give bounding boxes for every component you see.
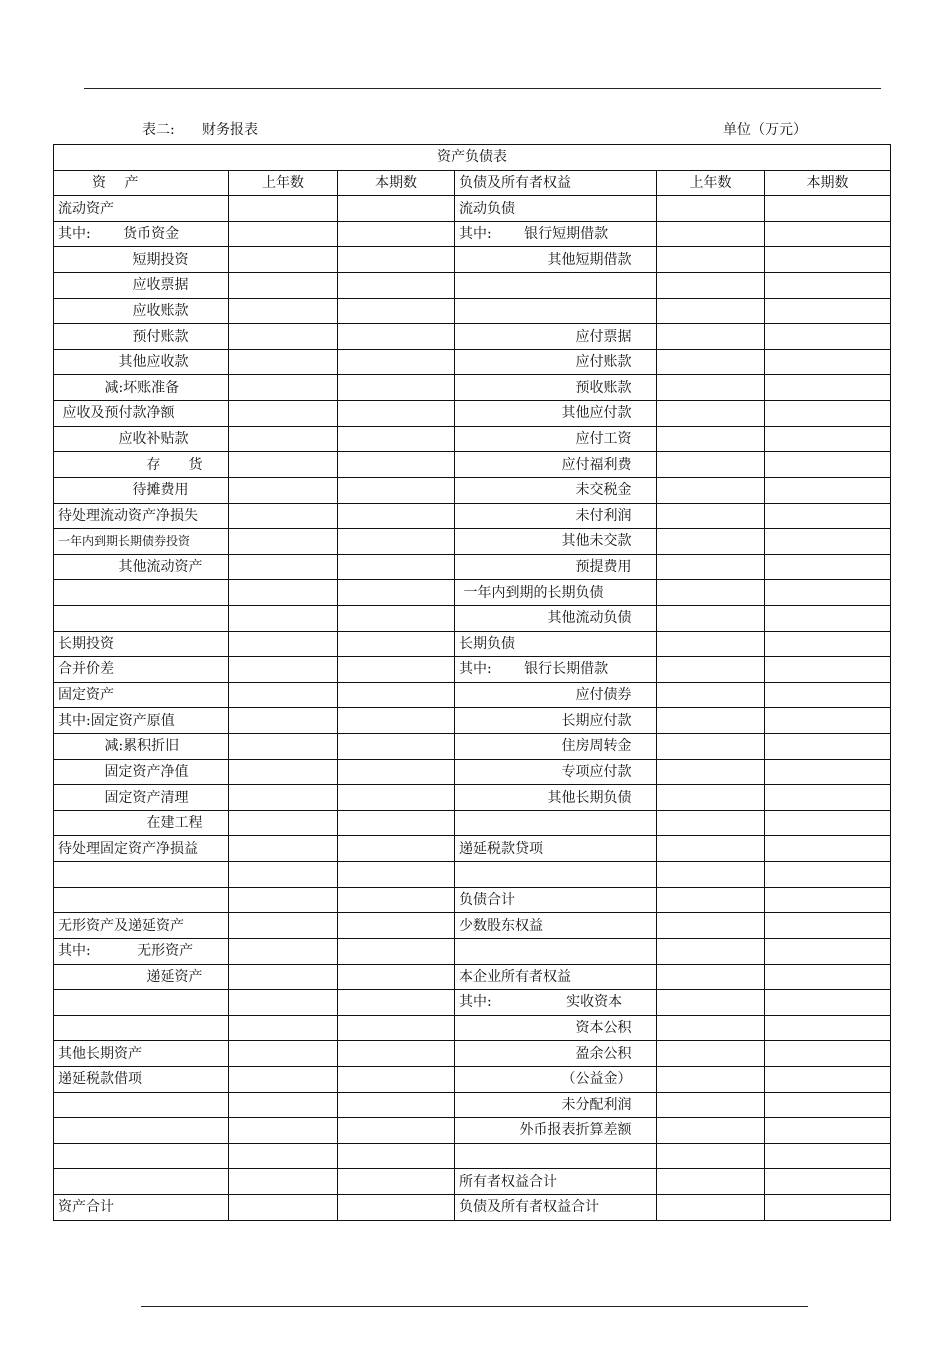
liability-item: 负债及所有者权益合计 <box>455 1194 657 1220</box>
liability-current-period-value <box>765 1092 891 1118</box>
asset-prior-year-value <box>229 938 338 964</box>
asset-item: 应收票据 <box>54 273 229 299</box>
liability-current-period-value <box>765 1041 891 1067</box>
header-prior-year-liabilities: 上年数 <box>657 170 765 196</box>
table-row <box>54 554 891 580</box>
liability-current-period-value <box>765 452 891 478</box>
asset-item: 资产合计 <box>54 1194 229 1220</box>
asset-current-period-value <box>338 990 455 1016</box>
header-prior-year-assets: 上年数 <box>229 170 338 196</box>
table-row <box>54 221 891 247</box>
liability-current-period-value <box>765 1015 891 1041</box>
asset-current-period-value <box>338 529 455 555</box>
liability-item: 负债合计 <box>455 887 657 913</box>
asset-prior-year-value <box>229 964 338 990</box>
table-row <box>54 810 891 836</box>
liability-prior-year-value <box>657 247 765 273</box>
liability-item <box>455 810 657 836</box>
liability-item: 外币报表折算差额 <box>455 1118 657 1144</box>
liability-item <box>455 1143 657 1169</box>
table-row <box>54 1194 891 1220</box>
asset-item <box>54 605 229 631</box>
table-row <box>54 631 891 657</box>
liability-prior-year-value <box>657 887 765 913</box>
asset-item: 预付账款 <box>54 324 229 350</box>
asset-prior-year-value <box>229 1015 338 1041</box>
asset-current-period-value <box>338 401 455 427</box>
liability-item: 其他长期负债 <box>455 785 657 811</box>
asset-prior-year-value <box>229 298 338 324</box>
table-row <box>54 298 891 324</box>
asset-current-period-value <box>338 221 455 247</box>
liability-prior-year-value <box>657 1041 765 1067</box>
table-row <box>54 913 891 939</box>
liability-prior-year-value <box>657 298 765 324</box>
asset-item <box>54 1092 229 1118</box>
asset-item: 其中: 货币资金 <box>54 221 229 247</box>
asset-item: 其中:固定资产原值 <box>54 708 229 734</box>
liability-prior-year-value <box>657 682 765 708</box>
liability-item: 所有者权益合计 <box>455 1169 657 1195</box>
liability-current-period-value <box>765 1118 891 1144</box>
liability-prior-year-value <box>657 324 765 350</box>
liability-current-period-value <box>765 503 891 529</box>
liability-current-period-value <box>765 708 891 734</box>
liability-current-period-value <box>765 759 891 785</box>
header-current-period-assets: 本期数 <box>338 170 455 196</box>
liability-prior-year-value <box>657 990 765 1016</box>
liability-prior-year-value <box>657 964 765 990</box>
asset-current-period-value <box>338 298 455 324</box>
liability-current-period-value <box>765 375 891 401</box>
asset-current-period-value <box>338 477 455 503</box>
liability-current-period-value <box>765 990 891 1016</box>
header-current-period-liabilities: 本期数 <box>765 170 891 196</box>
asset-item: 待摊费用 <box>54 477 229 503</box>
liability-prior-year-value <box>657 196 765 222</box>
table-row <box>54 1066 891 1092</box>
asset-item: 一年内到期长期债券投资 <box>54 529 229 555</box>
asset-prior-year-value <box>229 1169 338 1195</box>
table-row <box>54 503 891 529</box>
liability-current-period-value <box>765 298 891 324</box>
liability-item: 应付债券 <box>455 682 657 708</box>
asset-item: 存 货 <box>54 452 229 478</box>
liability-item: 其中: 实收资本 <box>455 990 657 1016</box>
liability-prior-year-value <box>657 375 765 401</box>
asset-current-period-value <box>338 273 455 299</box>
liability-prior-year-value <box>657 580 765 606</box>
liability-current-period-value <box>765 631 891 657</box>
liability-prior-year-value <box>657 631 765 657</box>
asset-current-period-value <box>338 324 455 350</box>
liability-item: 其他流动负债 <box>455 605 657 631</box>
liability-prior-year-value <box>657 426 765 452</box>
liability-prior-year-value <box>657 1194 765 1220</box>
liability-item <box>455 298 657 324</box>
liability-current-period-value <box>765 554 891 580</box>
liability-current-period-value <box>765 1169 891 1195</box>
liability-item: 未分配利润 <box>455 1092 657 1118</box>
table-row <box>54 938 891 964</box>
asset-prior-year-value <box>229 529 338 555</box>
asset-current-period-value <box>338 1041 455 1067</box>
asset-item <box>54 1118 229 1144</box>
liability-item: 专项应付款 <box>455 759 657 785</box>
table-row <box>54 1092 891 1118</box>
table-row <box>54 273 891 299</box>
liability-prior-year-value <box>657 273 765 299</box>
asset-current-period-value <box>338 375 455 401</box>
header-row <box>54 170 891 196</box>
asset-item <box>54 1015 229 1041</box>
asset-prior-year-value <box>229 1194 338 1220</box>
table-row <box>54 708 891 734</box>
liability-prior-year-value <box>657 1118 765 1144</box>
table-row <box>54 529 891 555</box>
liability-item: 长期应付款 <box>455 708 657 734</box>
liability-item: 应付账款 <box>455 349 657 375</box>
table-row <box>54 1041 891 1067</box>
liability-prior-year-value <box>657 221 765 247</box>
asset-item <box>54 1143 229 1169</box>
asset-item <box>54 990 229 1016</box>
asset-item: 待处理固定资产净损益 <box>54 836 229 862</box>
asset-prior-year-value <box>229 401 338 427</box>
asset-prior-year-value <box>229 785 338 811</box>
asset-current-period-value <box>338 1015 455 1041</box>
asset-prior-year-value <box>229 913 338 939</box>
liability-current-period-value <box>765 324 891 350</box>
asset-prior-year-value <box>229 221 338 247</box>
table-row <box>54 682 891 708</box>
asset-prior-year-value <box>229 580 338 606</box>
liability-item: 应付工资 <box>455 426 657 452</box>
table-row <box>54 580 891 606</box>
asset-item: 应收及预付款净额 <box>54 401 229 427</box>
asset-current-period-value <box>338 938 455 964</box>
asset-prior-year-value <box>229 990 338 1016</box>
liability-current-period-value <box>765 1143 891 1169</box>
header-assets: 资 产 <box>54 170 229 196</box>
liability-item: 盈余公积 <box>455 1041 657 1067</box>
top-rule <box>84 88 881 89</box>
table-row <box>54 862 891 888</box>
liability-item: 其他应付款 <box>455 401 657 427</box>
liability-item: 其他未交款 <box>455 529 657 555</box>
asset-prior-year-value <box>229 324 338 350</box>
liability-prior-year-value <box>657 605 765 631</box>
asset-prior-year-value <box>229 708 338 734</box>
liability-current-period-value <box>765 913 891 939</box>
liability-current-period-value <box>765 273 891 299</box>
table-row <box>54 426 891 452</box>
table-row <box>54 964 891 990</box>
table-row <box>54 605 891 631</box>
asset-prior-year-value <box>229 631 338 657</box>
liability-current-period-value <box>765 682 891 708</box>
asset-prior-year-value <box>229 196 338 222</box>
asset-current-period-value <box>338 1066 455 1092</box>
asset-prior-year-value <box>229 836 338 862</box>
table-row <box>54 887 891 913</box>
balance-sheet-table <box>53 144 891 1221</box>
table-row <box>54 324 891 350</box>
asset-prior-year-value <box>229 1066 338 1092</box>
asset-prior-year-value <box>229 375 338 401</box>
liability-current-period-value <box>765 426 891 452</box>
table-row <box>54 349 891 375</box>
asset-current-period-value <box>338 1143 455 1169</box>
asset-current-period-value <box>338 426 455 452</box>
liability-item: 少数股东权益 <box>455 913 657 939</box>
asset-item: 其他应收款 <box>54 349 229 375</box>
asset-current-period-value <box>338 836 455 862</box>
asset-item: 短期投资 <box>54 247 229 273</box>
asset-item: 合并价差 <box>54 657 229 683</box>
liability-current-period-value <box>765 529 891 555</box>
asset-item: 递延资产 <box>54 964 229 990</box>
asset-current-period-value <box>338 349 455 375</box>
asset-current-period-value <box>338 503 455 529</box>
liability-prior-year-value <box>657 862 765 888</box>
asset-prior-year-value <box>229 1041 338 1067</box>
liability-item: 其中: 银行长期借款 <box>455 657 657 683</box>
asset-item <box>54 580 229 606</box>
liability-prior-year-value <box>657 503 765 529</box>
table-row <box>54 477 891 503</box>
asset-prior-year-value <box>229 1092 338 1118</box>
asset-current-period-value <box>338 1194 455 1220</box>
asset-prior-year-value <box>229 605 338 631</box>
liability-prior-year-value <box>657 1143 765 1169</box>
asset-prior-year-value <box>229 247 338 273</box>
asset-item <box>54 862 229 888</box>
liability-prior-year-value <box>657 785 765 811</box>
asset-current-period-value <box>338 1118 455 1144</box>
asset-current-period-value <box>338 682 455 708</box>
liability-current-period-value <box>765 477 891 503</box>
liability-prior-year-value <box>657 529 765 555</box>
table-row <box>54 657 891 683</box>
liability-prior-year-value <box>657 1092 765 1118</box>
liability-item: 本企业所有者权益 <box>455 964 657 990</box>
liability-current-period-value <box>765 1194 891 1220</box>
asset-prior-year-value <box>229 1143 338 1169</box>
liability-current-period-value <box>765 810 891 836</box>
liability-prior-year-value <box>657 401 765 427</box>
liability-prior-year-value <box>657 1066 765 1092</box>
table-row <box>54 759 891 785</box>
asset-prior-year-value <box>229 349 338 375</box>
asset-prior-year-value <box>229 734 338 760</box>
asset-prior-year-value <box>229 810 338 836</box>
table-row <box>54 196 891 222</box>
asset-prior-year-value <box>229 554 338 580</box>
liability-item: 住房周转金 <box>455 734 657 760</box>
asset-current-period-value <box>338 759 455 785</box>
liability-current-period-value <box>765 887 891 913</box>
liability-prior-year-value <box>657 708 765 734</box>
asset-prior-year-value <box>229 887 338 913</box>
bottom-rule <box>141 1306 808 1307</box>
liability-current-period-value <box>765 862 891 888</box>
asset-current-period-value <box>338 247 455 273</box>
asset-current-period-value <box>338 913 455 939</box>
asset-current-period-value <box>338 631 455 657</box>
asset-item: 无形资产及递延资产 <box>54 913 229 939</box>
asset-prior-year-value <box>229 682 338 708</box>
asset-current-period-value <box>338 605 455 631</box>
liability-current-period-value <box>765 605 891 631</box>
liability-prior-year-value <box>657 452 765 478</box>
liability-prior-year-value <box>657 477 765 503</box>
asset-item: 减:累积折旧 <box>54 734 229 760</box>
liability-current-period-value <box>765 785 891 811</box>
asset-current-period-value <box>338 554 455 580</box>
table-row <box>54 1118 891 1144</box>
liability-prior-year-value <box>657 734 765 760</box>
table-row <box>54 247 891 273</box>
asset-item: 固定资产净值 <box>54 759 229 785</box>
asset-current-period-value <box>338 657 455 683</box>
table-row <box>54 1169 891 1195</box>
liability-current-period-value <box>765 221 891 247</box>
liability-item <box>455 938 657 964</box>
liability-item: 递延税款贷项 <box>455 836 657 862</box>
title-row <box>54 145 891 171</box>
asset-item: 固定资产清理 <box>54 785 229 811</box>
liability-current-period-value <box>765 836 891 862</box>
asset-current-period-value <box>338 708 455 734</box>
asset-current-period-value <box>338 810 455 836</box>
table-row <box>54 452 891 478</box>
asset-prior-year-value <box>229 477 338 503</box>
asset-item: 减:坏账准备 <box>54 375 229 401</box>
liability-current-period-value <box>765 349 891 375</box>
asset-current-period-value <box>338 785 455 811</box>
table-row <box>54 785 891 811</box>
table-row <box>54 1015 891 1041</box>
asset-prior-year-value <box>229 503 338 529</box>
liability-item: 预提费用 <box>455 554 657 580</box>
liability-prior-year-value <box>657 759 765 785</box>
liability-current-period-value <box>765 401 891 427</box>
liability-item: 其中: 银行短期借款 <box>455 221 657 247</box>
liability-current-period-value <box>765 247 891 273</box>
liability-current-period-value <box>765 580 891 606</box>
asset-current-period-value <box>338 734 455 760</box>
table-row <box>54 734 891 760</box>
table-row <box>54 990 891 1016</box>
liability-current-period-value <box>765 938 891 964</box>
sheet-title: 资产负债表 <box>54 145 891 171</box>
asset-current-period-value <box>338 964 455 990</box>
asset-current-period-value <box>338 862 455 888</box>
asset-prior-year-value <box>229 759 338 785</box>
liability-prior-year-value <box>657 836 765 862</box>
asset-item: 流动资产 <box>54 196 229 222</box>
liability-current-period-value <box>765 657 891 683</box>
asset-item <box>54 1169 229 1195</box>
liability-prior-year-value <box>657 1169 765 1195</box>
asset-prior-year-value <box>229 452 338 478</box>
asset-current-period-value <box>338 580 455 606</box>
liability-item: 预收账款 <box>455 375 657 401</box>
asset-item: 递延税款借项 <box>54 1066 229 1092</box>
asset-item: 其他长期资产 <box>54 1041 229 1067</box>
liability-item: 资本公积 <box>455 1015 657 1041</box>
report-name: 财务报表 <box>202 122 258 138</box>
liability-item: 长期负债 <box>455 631 657 657</box>
asset-item: 其中: 无形资产 <box>54 938 229 964</box>
asset-current-period-value <box>338 196 455 222</box>
table-row <box>54 375 891 401</box>
liability-current-period-value <box>765 964 891 990</box>
liability-item <box>455 273 657 299</box>
asset-prior-year-value <box>229 862 338 888</box>
asset-prior-year-value <box>229 1118 338 1144</box>
liability-item: 一年内到期的长期负债 <box>455 580 657 606</box>
table-row <box>54 401 891 427</box>
liability-item: （公益金） <box>455 1066 657 1092</box>
liability-current-period-value <box>765 196 891 222</box>
liability-prior-year-value <box>657 349 765 375</box>
asset-item: 其他流动资产 <box>54 554 229 580</box>
liability-current-period-value <box>765 734 891 760</box>
liability-item <box>455 862 657 888</box>
asset-prior-year-value <box>229 273 338 299</box>
table-number: 表二: <box>142 122 175 138</box>
asset-prior-year-value <box>229 657 338 683</box>
liability-prior-year-value <box>657 810 765 836</box>
asset-current-period-value <box>338 887 455 913</box>
liability-current-period-value <box>765 1066 891 1092</box>
liability-item: 应付票据 <box>455 324 657 350</box>
liability-prior-year-value <box>657 938 765 964</box>
asset-item: 固定资产 <box>54 682 229 708</box>
asset-current-period-value <box>338 452 455 478</box>
asset-item: 应收补贴款 <box>54 426 229 452</box>
asset-current-period-value <box>338 1169 455 1195</box>
liability-prior-year-value <box>657 554 765 580</box>
asset-item <box>54 887 229 913</box>
liability-prior-year-value <box>657 1015 765 1041</box>
asset-item: 在建工程 <box>54 810 229 836</box>
table-row <box>54 1143 891 1169</box>
asset-item: 应收账款 <box>54 298 229 324</box>
asset-item: 长期投资 <box>54 631 229 657</box>
liability-prior-year-value <box>657 913 765 939</box>
liability-prior-year-value <box>657 657 765 683</box>
asset-prior-year-value <box>229 426 338 452</box>
asset-item: 待处理流动资产净损失 <box>54 503 229 529</box>
header-liabilities-equity: 负债及所有者权益 <box>455 170 657 196</box>
liability-item: 其他短期借款 <box>455 247 657 273</box>
table-row <box>54 836 891 862</box>
liability-item: 流动负债 <box>455 196 657 222</box>
asset-current-period-value <box>338 1092 455 1118</box>
liability-item: 未交税金 <box>455 477 657 503</box>
unit-label: 单位（万元） <box>723 122 807 138</box>
liability-item: 应付福利费 <box>455 452 657 478</box>
liability-item: 未付利润 <box>455 503 657 529</box>
